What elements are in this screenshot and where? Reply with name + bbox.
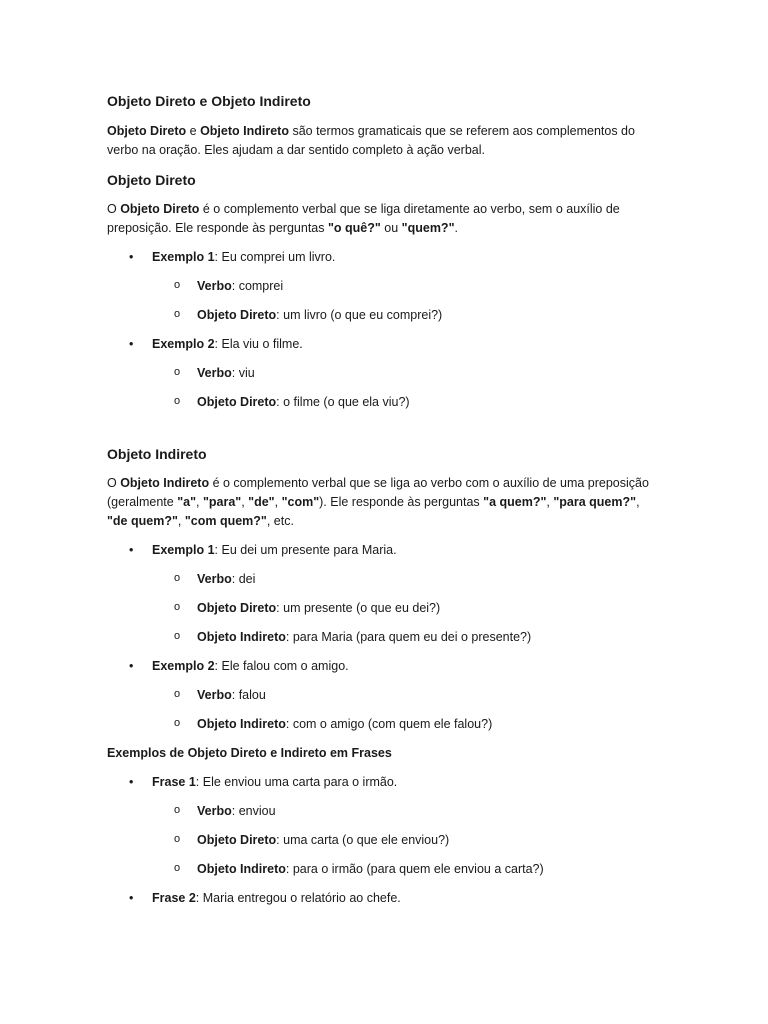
- frases-examples-list: [107, 773, 652, 908]
- sub-item-objeto-direto: o Objeto Direto: um livro (o que eu comprei?): [107, 306, 652, 325]
- sub-item-objeto-direto: o Objeto Direto: uma carta (o que ele enviou?): [107, 831, 652, 850]
- sub-item-verbo: o Verbo: enviou: [107, 802, 652, 821]
- intro-term-od: Objeto Direto: [107, 124, 187, 138]
- objeto-indireto-definition: O Objeto Indireto é o complemento verbal que se liga ao verbo com o auxílio de uma preposição (geralmente "a", "para", "de", "com"). Ele responde às perguntas "a quem?", "para quem?", "de quem?", "com quem?", etc.: [107, 476, 649, 528]
- document-page: [107, 91, 652, 918]
- section-heading-objeto-direto: Objeto Direto: [107, 172, 196, 188]
- sub-item-verbo: o Verbo: comprei: [107, 277, 652, 296]
- sub-item-objeto-direto: o Objeto Direto: o filme (o que ela viu?): [107, 393, 652, 412]
- list-item-exemplo-1: • Exemplo 1: Eu dei um presente para Maria.: [107, 541, 652, 560]
- sub-item-objeto-indireto: o Objeto Indireto: com o amigo (com quem ele falou?): [107, 715, 652, 734]
- list-item-frase-1: • Frase 1: Ele enviou uma carta para o irmão.: [107, 773, 652, 792]
- list-item-exemplo-2: • Exemplo 2: Ele falou com o amigo.: [107, 657, 652, 676]
- sub-item-verbo: o Verbo: dei: [107, 570, 652, 589]
- objeto-direto-definition: O Objeto Direto é o complemento verbal que se liga diretamente ao verbo, sem o auxílio de preposição. Ele responde às perguntas "o quê?" ou "quem?".: [107, 202, 620, 235]
- section-heading-objeto-indireto: Objeto Indireto: [107, 446, 207, 462]
- objeto-indireto-examples-list: [107, 541, 652, 734]
- page-title: Objeto Direto e Objeto Indireto: [107, 93, 311, 109]
- objeto-direto-examples-list: [107, 248, 652, 412]
- section-heading-exemplos-frases: Exemplos de Objeto Direto e Indireto em Frases: [107, 746, 392, 760]
- section-spacer: [107, 422, 652, 444]
- sub-item-verbo: o Verbo: falou: [107, 686, 652, 705]
- list-item-exemplo-1: • Exemplo 1: Eu comprei um livro.: [107, 248, 652, 267]
- sub-item-objeto-indireto: o Objeto Indireto: para Maria (para quem eu dei o presente?): [107, 628, 652, 647]
- intro-paragraph: Objeto Direto e Objeto Indireto são termos gramaticais que se referem aos complementos do verbo na oração. Eles ajudam a dar sentido completo à ação verbal.: [107, 124, 635, 157]
- list-item-frase-2: • Frase 2: Maria entregou o relatório ao chefe.: [107, 889, 652, 908]
- sub-item-verbo: o Verbo: viu: [107, 364, 652, 383]
- sub-item-objeto-direto: o Objeto Direto: um presente (o que eu dei?): [107, 599, 652, 618]
- sub-item-objeto-indireto: o Objeto Indireto: para o irmão (para quem ele enviou a carta?): [107, 860, 652, 879]
- list-item-exemplo-2: • Exemplo 2: Ela viu o filme.: [107, 335, 652, 354]
- intro-term-oi: Objeto Indireto: [200, 124, 289, 138]
